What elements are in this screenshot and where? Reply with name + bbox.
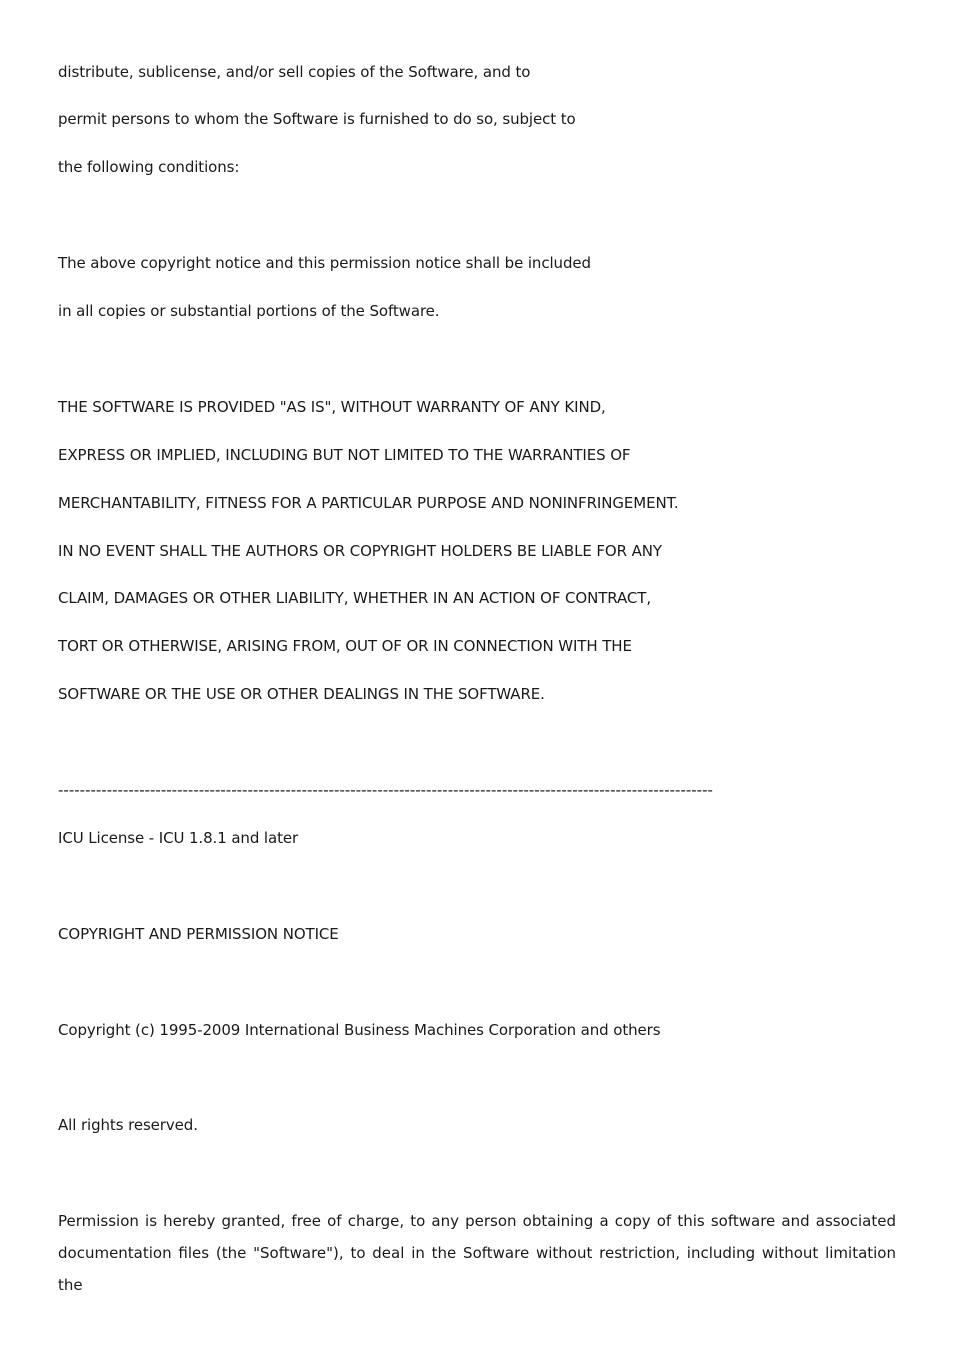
license-text-line: in all copies or substantial portions of the Software.: [58, 302, 440, 320]
notice-heading: COPYRIGHT AND PERMISSION NOTICE: [58, 925, 339, 943]
warranty-text-line: EXPRESS OR IMPLIED, INCLUDING BUT NOT LIMITED TO THE WARRANTIES OF: [58, 446, 631, 464]
icu-license-title: ICU License - ICU 1.8.1 and later: [58, 829, 299, 847]
license-text-line: the following conditions:: [58, 158, 240, 176]
section-separator: -------------------------------------------------------------------------------------------------------------------------: [58, 781, 713, 799]
warranty-text-line: MERCHANTABILITY, FITNESS FOR A PARTICULAR PURPOSE AND NONINFRINGEMENT.: [58, 494, 679, 512]
permission-paragraph-line: Permission is hereby granted, free of charge, to any person obtaining a copy of this software and associated: [58, 1212, 896, 1230]
warranty-text-line: SOFTWARE OR THE USE OR OTHER DEALINGS IN THE SOFTWARE.: [58, 685, 545, 703]
copyright-line: Copyright (c) 1995-2009 International Business Machines Corporation and others: [58, 1021, 661, 1039]
warranty-text-line: THE SOFTWARE IS PROVIDED "AS IS", WITHOUT WARRANTY OF ANY KIND,: [58, 398, 606, 416]
warranty-text-line: TORT OR OTHERWISE, ARISING FROM, OUT OF OR IN CONNECTION WITH THE: [58, 637, 632, 655]
license-text-line: distribute, sublicense, and/or sell copies of the Software, and to: [58, 63, 531, 81]
permission-paragraph-line: documentation files (the "Software"), to deal in the Software without restriction, including without limitation the: [58, 1244, 896, 1294]
warranty-text-line: IN NO EVENT SHALL THE AUTHORS OR COPYRIGHT HOLDERS BE LIABLE FOR ANY: [58, 542, 662, 560]
license-text-line: The above copyright notice and this permission notice shall be included: [58, 254, 591, 272]
license-text-line: permit persons to whom the Software is furnished to do so, subject to: [58, 110, 576, 128]
warranty-text-line: CLAIM, DAMAGES OR OTHER LIABILITY, WHETHER IN AN ACTION OF CONTRACT,: [58, 589, 652, 607]
rights-line: All rights reserved.: [58, 1116, 198, 1134]
